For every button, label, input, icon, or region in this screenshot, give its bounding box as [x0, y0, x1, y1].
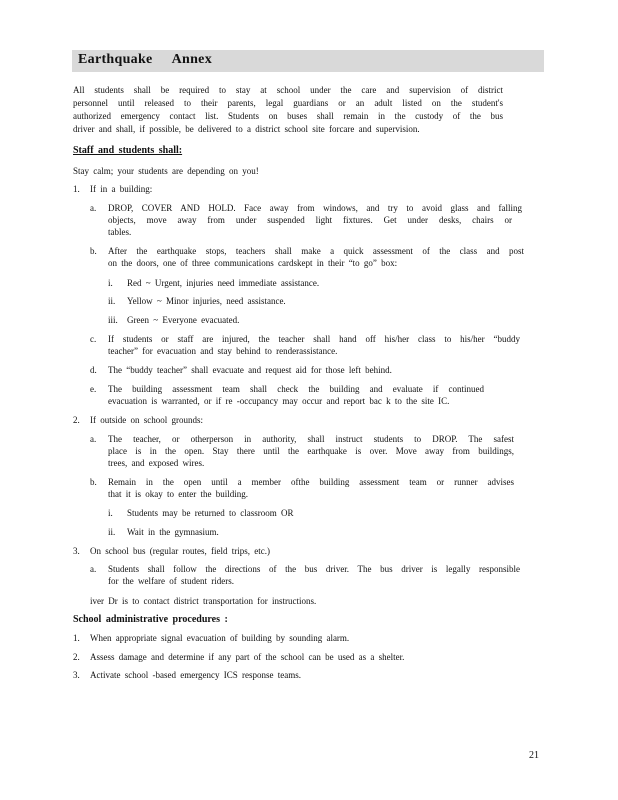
sub-line: that it is okay to enter the building.: [108, 489, 248, 499]
sub-line: objects, move away from under suspended light fixtures. Get under desks, chairs or: [108, 215, 512, 225]
admin-item-text: When appropriate signal evacuation of building by sounding alarm.: [90, 633, 350, 643]
item-label: On school bus (regular routes, field trips, etc.): [90, 546, 270, 556]
sub-line: place is in the open. Stay there until the earthquake is over. Move away from buildings,: [108, 446, 514, 456]
admin-heading: School administrative procedures :: [73, 614, 228, 625]
sub-letter: a.: [90, 434, 97, 444]
item-number: 3.: [73, 546, 80, 556]
sub-line: The building assessment team shall check the building and evaluate if continued: [108, 384, 484, 394]
sub-line: Remain in the open until a member ofthe building assessment team or runner advises: [108, 477, 514, 487]
sub-line: teacher” for evacuation and stay behind to renderassistance.: [108, 346, 338, 356]
sub-item-text: Red ~ Urgent, injuries need immediate assistance.: [127, 278, 320, 288]
sub-letter: e.: [90, 384, 97, 394]
sub-line: The “buddy teacher” shall evacuate and request aid for those left behind.: [108, 365, 392, 375]
sub-letter: a.: [90, 564, 97, 574]
sub-line: tables.: [108, 227, 132, 237]
intro-line: All students shall be required to stay at school under the care and supervision of district: [73, 85, 503, 95]
item-number: 2.: [73, 652, 80, 662]
sub-line: If students or staff are injured, the teacher shall hand off his/her class to his/her “buddy: [108, 334, 520, 344]
sub-item-number: iii.: [108, 315, 118, 325]
item-number: 3.: [73, 670, 80, 680]
sub-line: trees, and exposed wires.: [108, 458, 205, 468]
sub-item-text: Students may be returned to classroom OR: [127, 508, 294, 518]
sub-line: evacuation is warranted, or if re -occupancy may occur and report bac k to the site IC.: [108, 396, 450, 406]
item-label: If outside on school grounds:: [90, 415, 203, 425]
sub-item-number: ii.: [108, 527, 116, 537]
sub-letter: d.: [90, 365, 97, 375]
staff-heading: Staff and students shall:: [73, 145, 183, 156]
sub-line: DROP, COVER AND HOLD. Face away from windows, and try to avoid glass and falling: [108, 203, 522, 213]
sub-line: Students shall follow the directions of the bus driver. The bus driver is legally responsible: [108, 564, 520, 574]
intro-line: authorized emergency contact list. Students on buses shall remain in the custody of the bus: [73, 111, 503, 121]
item-label: If in a building:: [90, 184, 153, 194]
sub-item-text: Yellow ~ Minor injuries, need assistance.: [127, 296, 286, 306]
sub-item-number: ii.: [108, 296, 116, 306]
sub-letter: c.: [90, 334, 97, 344]
admin-item-text: Assess damage and determine if any part of the school can be used as a shelter.: [90, 652, 405, 662]
sub-line: for the welfare of student riders.: [108, 576, 234, 586]
intro-line: personnel until released to their parents, legal guardians or an adult listed on the student's: [73, 98, 503, 108]
admin-item-text: Activate school -based emergency ICS response teams.: [90, 670, 302, 680]
sub-letter: b.: [90, 477, 97, 487]
sub-item-number: i.: [108, 278, 113, 288]
sub-line: The teacher, or otherperson in authority, shall instruct students to DROP. The safest: [108, 434, 514, 444]
sub-letter: a.: [90, 203, 97, 213]
stay-calm-text: Stay calm; your students are depending on you!: [73, 166, 259, 176]
sub-line: After the earthquake stops, teachers shall make a quick assessment of the class and post: [108, 246, 524, 256]
title-bar: [72, 50, 544, 72]
page-number: 21: [529, 750, 539, 761]
sub-line: on the doors, one of three communications cardskept in their “to go” box:: [108, 258, 398, 268]
item-number: 2.: [73, 415, 80, 425]
item-number: 1.: [73, 633, 80, 643]
sub-item-text: Wait in the gymnasium.: [127, 527, 219, 537]
page-title: Earthquake Annex: [78, 52, 212, 67]
item-number: 1.: [73, 184, 80, 194]
intro-line: driver and shall, if possible, be delivered to a district school site forcare and supervision.: [73, 124, 420, 134]
driver-line: iver Dr is to contact district transportation for instructions.: [90, 596, 317, 606]
sub-letter: b.: [90, 246, 97, 256]
sub-item-number: i.: [108, 508, 113, 518]
sub-item-text: Green ~ Everyone evacuated.: [127, 315, 240, 325]
